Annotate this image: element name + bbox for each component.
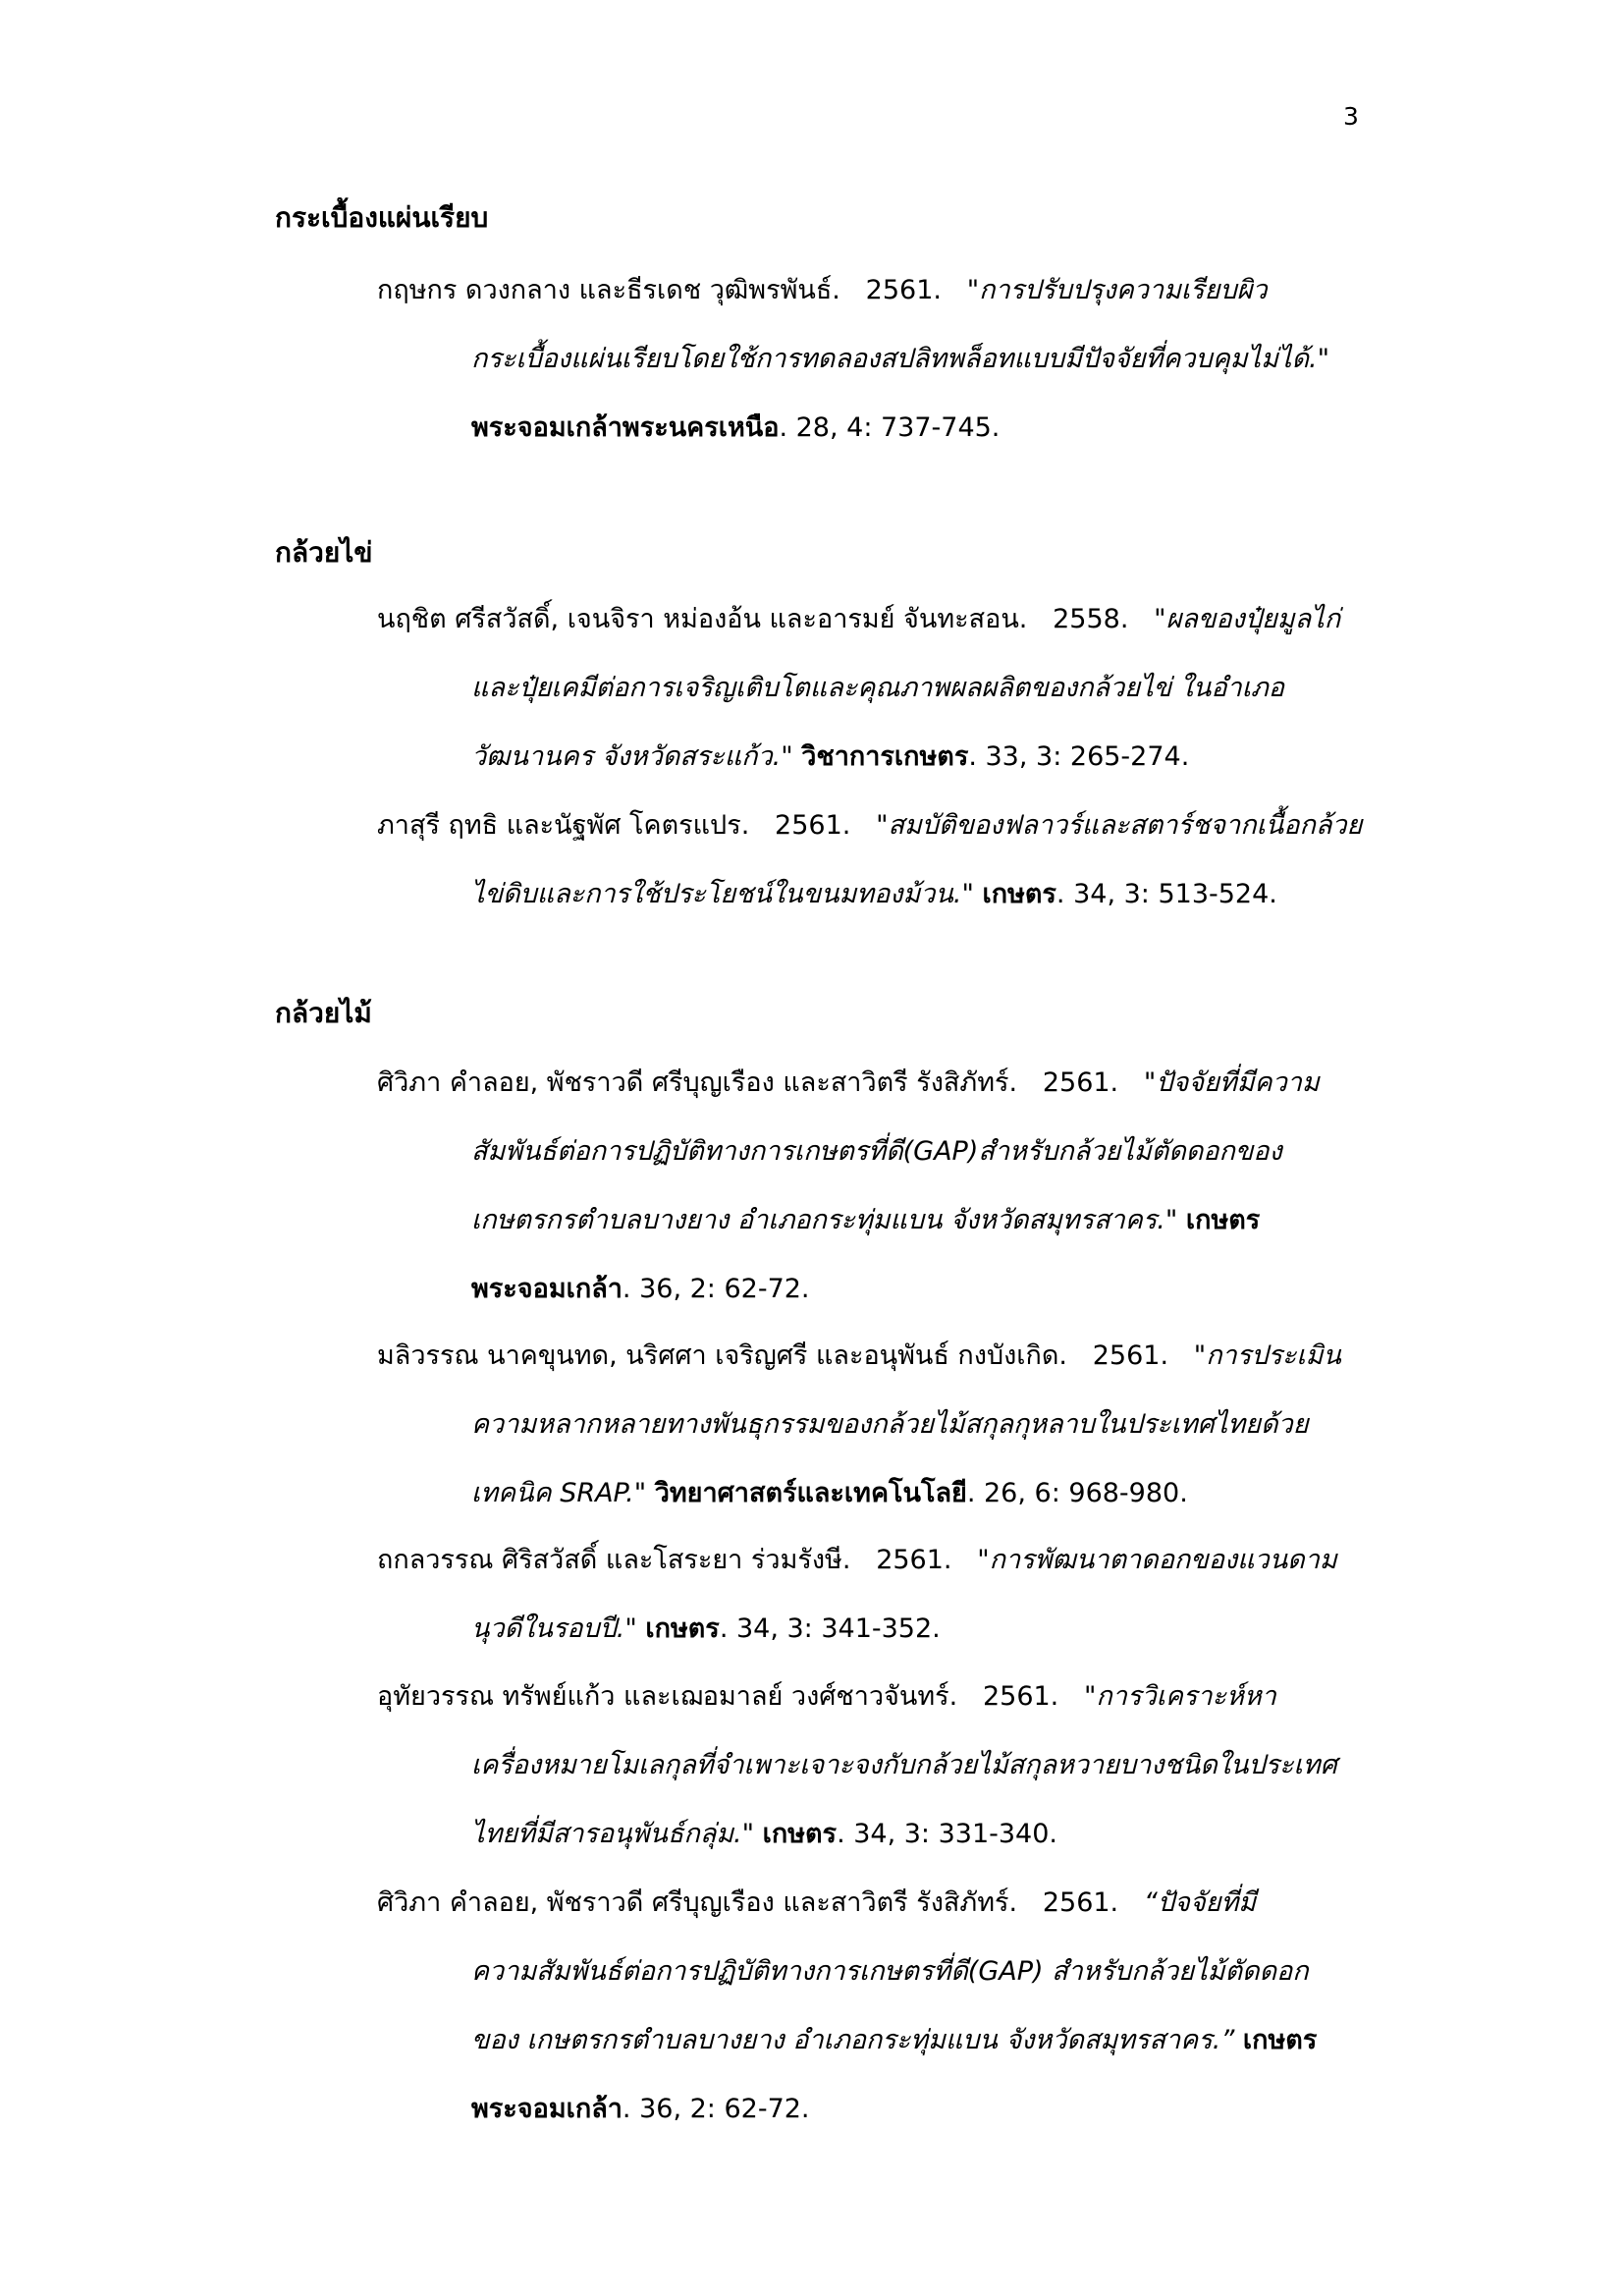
reference-title-cont: นุวดีในรอบปี." (471, 1613, 637, 1644)
reference-authors: กฤษกร ดวงกลาง และธีรเดช วุฒิพรพันธ์. (377, 275, 840, 305)
reference-entry (377, 1526, 1349, 1664)
reference-citation: . 26, 6: 968-980. (966, 1478, 1188, 1508)
reference-journal: เกษตร (645, 1613, 720, 1644)
reference-journal: วิทยาศาสตร์และเทคโนโลยี (654, 1478, 967, 1508)
reference-title-cont: เครื่องหมายโมเลกุลที่จำเพาะเจาะจงกับกล้วยไม้สกุลหวายบางชนิดในประเทศ (471, 1750, 1337, 1780)
reference-year: 2561. (865, 275, 942, 305)
reference-title-cont: ความหลากหลายทางพันธุกรรมของกล้วยไม้สกุลกุหลาบในประเทศไทยด้วย (471, 1409, 1309, 1440)
reference-year: 2558. (1053, 604, 1129, 634)
reference-journal-cont: พระจอมเกล้า (471, 1274, 623, 1304)
reference-authors: ศิวิภา คำลอย, พัชราวดี ศรีบุญเรือง และสาวิตรี รังสิภัทร์. (377, 1067, 1018, 1098)
reference-citation: . 33, 3: 265-274. (968, 741, 1190, 772)
reference-journal: เกษตร (982, 879, 1056, 909)
reference-citation: . 36, 2: 62-72. (622, 2094, 810, 2124)
reference-authors: ศิวิภา คำลอย, พัชราวดี ศรีบุญเรือง และสาวิตรี รังสิภัทร์. (377, 1887, 1018, 1918)
reference-title: "ปัจจัยที่มีความ (1143, 1067, 1320, 1098)
reference-authors: อุทัยวรรณ ทรัพย์แก้ว และเฌอมาลย์ วงศ์ชาวจันทร์. (377, 1681, 958, 1712)
section-heading-kluai-khai: กล้วยไข่ (275, 536, 373, 569)
reference-year: 2561. (1042, 1067, 1119, 1098)
reference-title: "การพัฒนาตาดอกของแวนดาม (977, 1545, 1337, 1575)
reference-title-cont: เกษตรกรตำบลบางยาง อำเภอกระทุ่มแบน จังหวัดสมุทรสาคร." (471, 1205, 1178, 1235)
reference-citation: . 34, 3: 513-524. (1056, 879, 1277, 909)
reference-entry (377, 1869, 1349, 2144)
section-heading-tiles: กระเบื้องแผ่นเรียบ (275, 201, 489, 234)
reference-title-cont: ความสัมพันธ์ต่อการปฏิบัติทางการเกษตรที่ดี(GAP) สำหรับกล้วยไม้ตัดดอก (471, 1956, 1309, 1987)
reference-journal: เกษตร (1242, 2025, 1318, 2055)
reference-entry (377, 792, 1363, 929)
reference-title: "การปรับปรุงความเรียบผิว (966, 275, 1268, 305)
reference-year: 2561. (775, 810, 851, 841)
reference-journal: วิชาการเกษตร (801, 741, 969, 772)
reference-title: “ปัจจัยที่มี (1143, 1887, 1257, 1918)
reference-entry (377, 256, 1349, 463)
reference-title-cont: และปุ๋ยเคมีต่อการเจริญเติบโตและคุณภาพผลผลิตของกล้วยไข่ ในอำเภอ (471, 673, 1284, 703)
reference-journal: เกษตร (762, 1819, 838, 1849)
reference-citation: . 34, 3: 331-340. (837, 1819, 1058, 1849)
reference-year: 2561. (1042, 1887, 1119, 1918)
reference-title: "การวิเคราะห์หา (1084, 1681, 1276, 1712)
reference-citation: . 36, 2: 62-72. (622, 1274, 810, 1304)
section-heading-orchid: กล้วยไม้ (275, 997, 372, 1029)
reference-authors: ภาสุรี ฤทธิ และนัฐพัศ โคตรแปร. (377, 810, 750, 841)
reference-title-cont: เทคนิค SRAP." (471, 1478, 647, 1508)
reference-title-cont: กระเบื้องแผ่นเรียบโดยใช้การทดลองสปลิทพล็อทแบบมีปัจจัยที่ควบคุมไม่ได้." (471, 344, 1330, 374)
reference-journal: เกษตร (1185, 1205, 1261, 1235)
reference-journal: พระจอมเกล้าพระนครเหนือ (471, 412, 780, 443)
reference-authors: นฤชิต ศรีสวัสดิ์, เจนจิรา หม่องอ้น และอารมย์ จันทะสอน. (377, 604, 1028, 634)
reference-title-cont: สัมพันธ์ต่อการปฏิบัติทางการเกษตรที่ดี(GAP)สำหรับกล้วยไม้ตัดดอกของ (471, 1136, 1282, 1167)
reference-year: 2561. (876, 1545, 952, 1575)
reference-authors: ถกลวรรณ ศิริสวัสดิ์ และโสระยา ร่วมรังษี. (377, 1545, 851, 1575)
reference-title: "สมบัติของฟลาวร์และสตาร์ชจากเนื้อกล้วย (876, 810, 1363, 841)
reference-entry (377, 585, 1349, 792)
reference-title-cont: ไทยที่มีสารอนุพันธ์กลุ่ม." (471, 1819, 755, 1849)
reference-authors: มลิวรรณ นาคขุนทด, นริศศา เจริญศรี และอนุพันธ์ กงบังเกิด. (377, 1340, 1067, 1371)
reference-title-cont: ไข่ดิบและการใช้ประโยชน์ในขนมทองม้วน." (471, 879, 974, 909)
reference-citation: . 34, 3: 341-352. (719, 1613, 941, 1644)
reference-title-cont: ของ เกษตรกรตำบลบางยาง อำเภอกระทุ่มแบน จังหวัดสมุทรสาคร.” (471, 2025, 1235, 2055)
reference-title: "ผลของปุ๋ยมูลไก่ (1154, 604, 1341, 634)
reference-title-cont: วัฒนานคร จังหวัดสระแก้ว." (471, 741, 793, 772)
reference-entry (377, 1322, 1349, 1528)
page-number: 3 (1343, 102, 1359, 131)
reference-entry (377, 1049, 1349, 1324)
reference-entry (377, 1663, 1349, 1869)
reference-year: 2561. (1092, 1340, 1169, 1371)
reference-title: "การประเมิน (1193, 1340, 1341, 1371)
reference-citation: . 28, 4: 737-745. (779, 412, 1001, 443)
reference-journal-cont: พระจอมเกล้า (471, 2094, 623, 2124)
reference-year: 2561. (982, 1681, 1059, 1712)
